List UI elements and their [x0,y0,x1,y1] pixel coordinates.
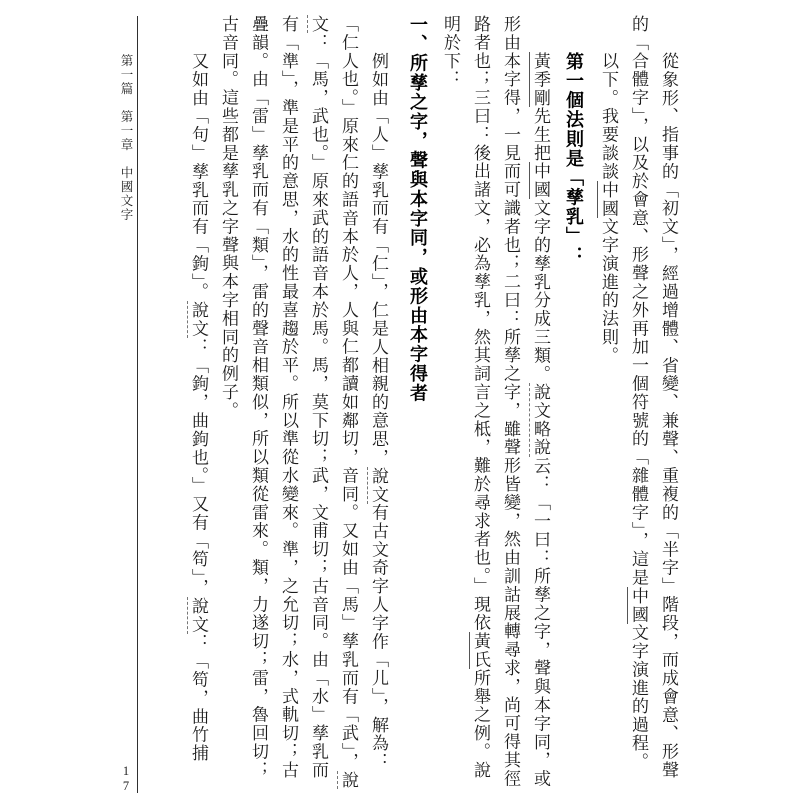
book-title-mark: 說文略說 [531,383,550,457]
paragraph-examples-gou [183,15,213,793]
text-run: 所舉之例。說明於下： [441,15,490,780]
text-run: 云：「一曰：所孳之字，聲與本字同，或形由本字得，一見而可識者也；二曰：所孳之字，雖聲形皆變，然由訓詁展轉尋求，尚可得其徑路者也；三曰：後出諸文，必為孳乳，然其詞言之柢，難於尋求者也。」現依 [471,15,550,789]
text-run: 有古文奇字人字作「儿」，解為：「仁人也。」原來仁的語音本於人，人與仁都讀如鄰切，音同。又如由「馬」孳乳而有「武」， [339,15,388,772]
book-title-mark: 說文 [189,301,208,338]
text-run: 從象形、指事的「初文」，經過增體、省變、兼聲、重複的「半字」階段，而成會意、形聲的「合體字」，以及於會意、形聲之外再加一個符號的「雜體字」，這是 [629,15,678,780]
running-header: 第一篇 第一章 中國文字 [119,54,133,222]
section-heading-first-law: 第一個法則是「孳乳」： [564,52,584,266]
text-run: ：「馬，武也。」原來武的語音本於馬。馬，莫下切；武，文甫切；古音同。由「水」孳乳而有「準」，準是平的意思，水的性最喜趨於平。所以準從水變來。準，之允切；水，式軌切；古疊韻。由「雷」孳乳而有「類」，雷的聲音相類似，所以類從雷來。類，力遂切；雷，魯回切；古音同。這些都是孳乳之字聲與本字相同的例子。 [219,15,328,780]
main-text-block [183,15,683,793]
proper-noun-mark: 黃氏 [471,632,490,669]
proper-noun-mark: 黃季剛 [531,52,550,108]
text-run: 文字演進的過程。 [629,623,648,771]
text-run: 例如由「人」孳乳而有「仁」，仁是人相親的意思， [369,52,388,467]
book-title-mark: 說文 [309,15,358,790]
subsection-heading-type-one: 一、所孳之字，聲與本字同，或形由本字得者 [408,15,428,403]
text-run: 文字演進的法則。 [599,217,618,365]
paragraph-evolution-process [623,15,683,793]
proper-noun-mark: 中國 [629,586,648,624]
paragraph-examples-same-sound [213,15,393,793]
text-run: ：「鉤，曲鉤也。」又有「笱」， [189,337,208,597]
proper-noun-mark: 中國 [531,162,550,200]
proper-noun-mark: 中國 [599,180,618,218]
paragraph-huang-three-types [435,15,555,793]
text-run: 文字的孳乳分成三類。 [531,199,550,384]
text-run: 又如由「句」孳乳而有「鉤」。 [189,52,208,302]
text-run: ：「笱，曲竹捕 [189,633,208,763]
book-title-mark: 說文 [369,466,388,504]
paragraph-intro-laws [593,15,623,793]
margin-divider-rule [137,16,138,793]
book-title-mark: 說文 [189,596,208,634]
text-run: 以下。我要談談 [599,52,618,181]
text-run: 先生把 [531,107,550,163]
page-number: 17 [119,764,133,794]
